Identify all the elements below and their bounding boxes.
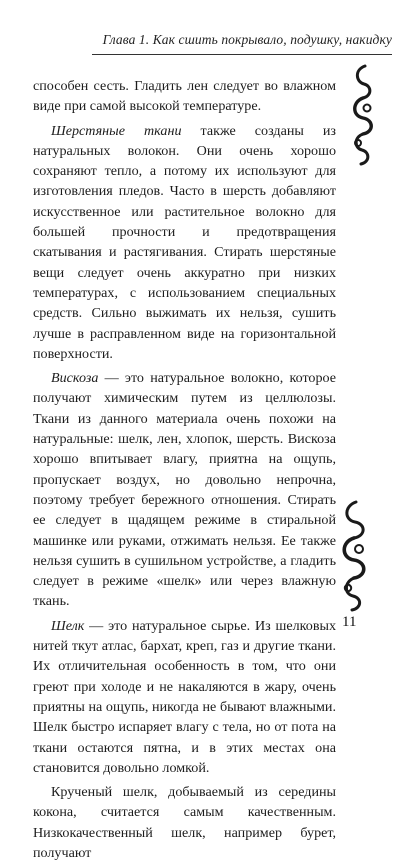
term-heading: Шелк <box>51 617 85 634</box>
paragraph: Шерстяные ткани также созданы из натуральных волокон. Они очень хорошо сохраняют тепло, а потому их используют для изготовления пледов. Часто в шерсть добавляют искусственное или растительное волокно для большей прочности и предотвращения скатывания и растягивания. Стирать шерстяные вещи следует очень аккуратно при низких температурах, с использованием специальных средств. Сильно выжимать их нельзя, сушить лучше в расправленном виде на горизонтальной поверхности. <box>33 122 336 362</box>
term-heading: Шерстяные ткани <box>51 122 182 139</box>
paragraph: Шелк — это натуральное сырье. Из шелковых нитей ткут атлас, бархат, креп, газ и другие ткани. Их отличительная особенность в том, что они греют при холоде и не накаляются в жару, очень приятны на ощупь, никогда не бывают влажными. Шелк быстро испаряет влагу с тела, но от пота на ткани остаются пятна, и в этих местах она становится довольно ломкой. <box>33 617 336 776</box>
paragraph: Вискоза — это натуральное волокно, которое получают химическим путем из целлюлозы. Ткани из данного материала очень похожи на натуральные: шелк, лен, хлопок, шерсть. Вискоза хорошо впитывает влагу, приятна на ощупь, пропускает воздух, но довольно непрочна, поэтому требует бережного отношения. Стирать ее следует в щадящем режиме в стиральной машинке или руками, отжимать нельзя. Ее также нельзя сушить в сушильном устройстве, а гладить следует в режиме «шелк» или через влажную ткань. <box>33 370 336 610</box>
paragraph: способен сесть. Гладить лен следует во влажном виде при самой высокой температуре. <box>33 78 336 115</box>
ornament-bottom-icon <box>336 500 372 612</box>
body-text <box>33 76 336 867</box>
running-title: Глава 1. Как сшить покрывало, подушку, накидку <box>102 32 392 47</box>
ornament-top-icon <box>348 64 378 168</box>
page-number: 11 <box>342 614 357 630</box>
header-rule <box>92 54 392 55</box>
running-header <box>92 30 392 70</box>
term-heading: Вискоза <box>51 370 99 387</box>
paragraph: Крученый шелк, добываемый из середины кокона, считается самым качественным. Низкокачественный шелк, например бурет, получают <box>33 784 336 861</box>
